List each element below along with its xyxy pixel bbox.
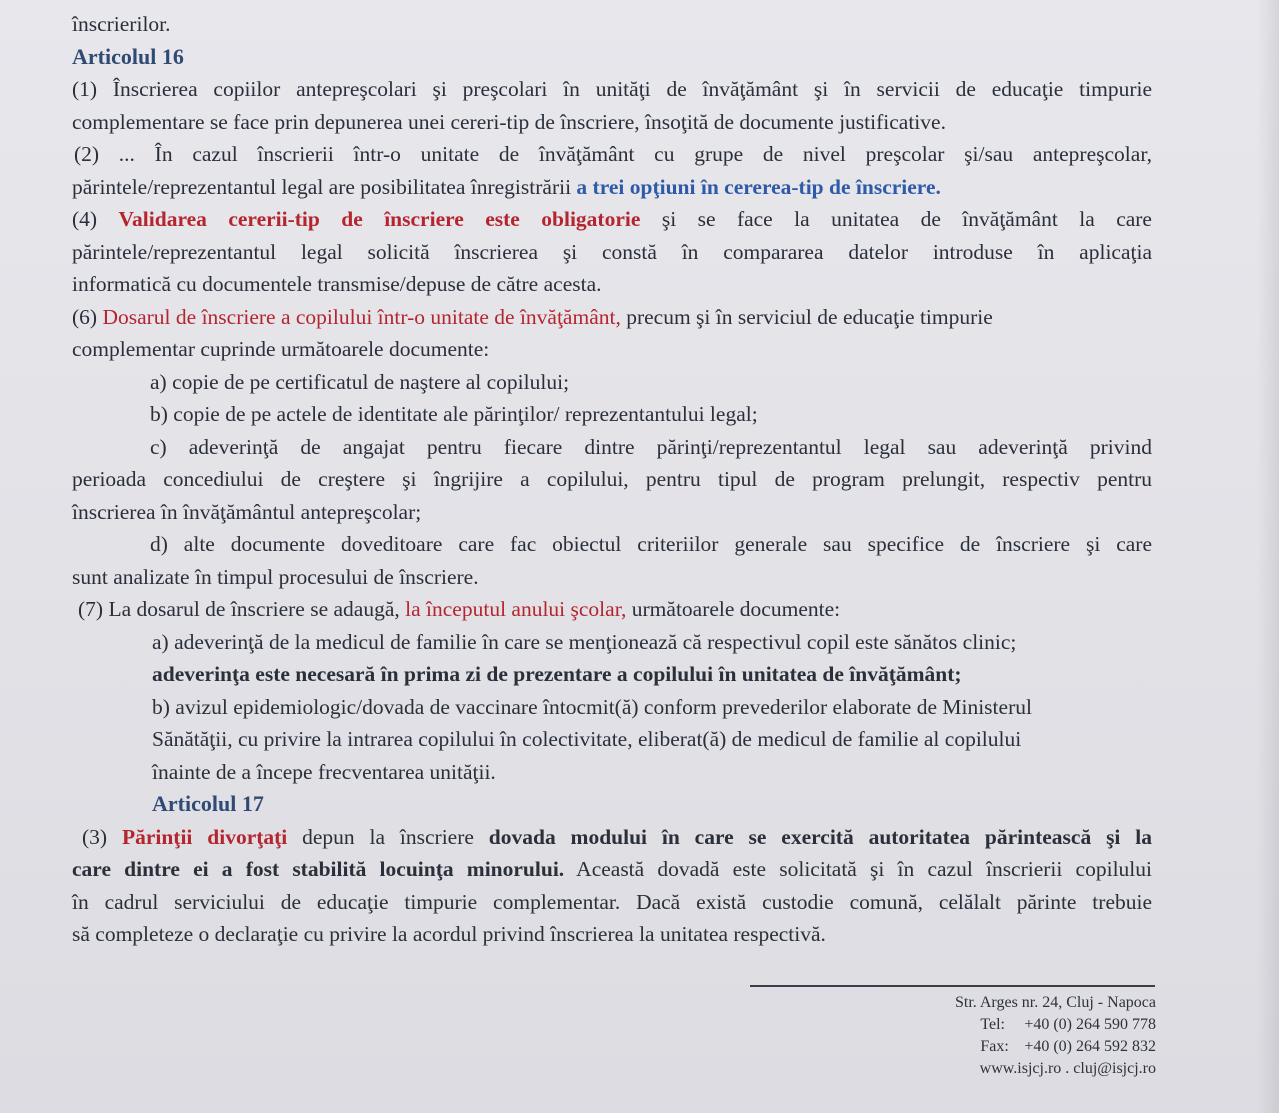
text-span: depun la înscriere xyxy=(287,824,489,849)
paragraph-4-line: părintele/reprezentantul legal solicită înscrierea şi constă în compararea datelor introduse în aplicaţia xyxy=(72,239,1152,264)
text-span: (3) xyxy=(82,824,122,849)
text-span: următoarele documente: xyxy=(626,597,841,621)
list-item-b-cont: Sănătăţii, cu privire la intrarea copilului în colectivitate, eliberat(ă) de medicul de familie al copilului xyxy=(152,727,1022,751)
list-item-c-cont: perioada concediului de creştere şi îngrijire a copilului, pentru tipul de program prelungit, respectiv pentru xyxy=(72,467,1152,491)
highlight-validation: Validarea cererii-tip de înscriere este obligatorie xyxy=(118,207,641,231)
text-span: părintele/reprezentantul legal are posibilitatea înregistrării xyxy=(72,174,577,199)
highlight-three-options: a trei opţiuni în cererea-tip de înscriere. xyxy=(576,174,941,199)
paragraph-3-line: în cadrul serviciului de educaţie timpurie complementar. Dacă există custodie comună, celălalt părinte trebuie xyxy=(72,889,1152,914)
text-span: Această dovadă este solicitată şi în cazul înscrierii copilului xyxy=(564,857,1152,881)
paragraph-1-line: (1) Înscrierea copiilor antepreşcolari şi preşcolari în unităţi de învăţământ şi în servicii de educaţie timpurie xyxy=(72,77,1152,101)
highlight-divorced-parents: Părinţii divorţaţi xyxy=(121,824,288,849)
list-item-a: a) copie de pe certificatul de naştere al copilului; xyxy=(150,369,570,394)
fax-number: +40 (0) 264 592 832 xyxy=(1024,1038,1156,1055)
paragraph-6-line: complementar cuprinde următoarele documente: xyxy=(72,337,490,361)
paragraph-6-line xyxy=(72,301,1152,334)
paragraph-1-line: complementare se face prin depunerea unei cereri-tip de înscriere, însoţită de documente justificative. xyxy=(72,109,946,134)
paragraph-3-line: să completeze o declaraţie cu privire la acordul privind înscrierea la unitatea respectivă. xyxy=(72,922,826,946)
highlight-school-year-start: la începutul anului şcolar, xyxy=(405,597,627,621)
list-item-a: a) adeverinţă de la medicul de familie în care se menţionează că respectivul copil este sănătos clinic; xyxy=(152,629,1017,654)
highlight-dossier: Dosarul de înscriere a copilului într-o unitate de învăţământ, xyxy=(102,304,621,329)
page-edge-shadow xyxy=(1257,0,1279,1113)
article-16-heading: Articolul 16 xyxy=(72,43,184,69)
text-line: înscrierilor. xyxy=(72,12,171,36)
paragraph-4-line: informatică cu documentele transmise/depuse de către acesta. xyxy=(72,272,602,296)
list-item-b: b) copie de pe actele de identitate ale părinţilor/ reprezentantului legal; xyxy=(150,402,758,426)
text-span: precum şi în serviciul de educaţie timpurie xyxy=(620,304,993,329)
list-item-b: b) avizul epidemiologic/dovada de vaccinare întocmit(ă) conform prevederilor elaborate de Ministerul xyxy=(152,694,1032,719)
regulation-text xyxy=(72,8,1152,951)
paragraph-4-line xyxy=(72,203,1152,236)
list-item-d-cont: sunt analizate în timpul procesului de înscriere. xyxy=(72,564,479,589)
text-span: (7) La dosarul de înscriere se adaugă, xyxy=(78,597,406,621)
paragraph-7-line xyxy=(72,593,1152,626)
footer-tel xyxy=(900,1014,1156,1036)
fax-label: Fax: xyxy=(980,1038,1009,1055)
text-span: şi se face la unitatea de învăţământ la care xyxy=(640,207,1152,231)
footer-fax xyxy=(900,1036,1156,1058)
paragraph-2-line xyxy=(72,171,1152,204)
list-item-b-cont: înainte de a începe frecventarea unităţii. xyxy=(152,759,496,784)
list-item-a-bold: adeverinţa este necesară în prima zi de prezentare a copilului în unitatea de învăţământ; xyxy=(152,662,962,686)
bold-text: care dintre ei a fost stabilită locuinţa minorului. xyxy=(72,857,565,881)
bold-text: dovada modului în care se exercită autoritatea părintească şi la xyxy=(488,824,1152,849)
footer-contact xyxy=(900,992,1156,1080)
list-item-c: c) adeverinţă de angajat pentru fiecare dintre părinţi/reprezentantul legal sau adeverinţă privind xyxy=(150,434,1152,459)
footer-divider xyxy=(750,985,1155,987)
list-item-d: d) alte documente doveditoare care fac obiectul criteriilor generale sau specifice de înscriere şi care xyxy=(150,532,1152,556)
footer-web: www.isjcj.ro . cluj@isjcj.ro xyxy=(979,1060,1156,1077)
article-17-heading: Articolul 17 xyxy=(152,791,264,816)
paragraph-3-line xyxy=(72,853,1152,886)
text-span: (6) xyxy=(72,304,103,329)
text-span: (4) xyxy=(72,207,119,231)
paragraph-3-line xyxy=(72,821,1152,854)
list-item-c-cont: înscrierea în învăţământul antepreşcolar; xyxy=(72,499,422,524)
tel-number: +40 (0) 264 590 778 xyxy=(1024,1016,1156,1033)
tel-label: Tel: xyxy=(980,1016,1005,1033)
paragraph-2-line: (2) ... În cazul înscrierii într-o unitate de învăţământ cu grupe de nivel preşcolar şi/sau antepreşcolar, xyxy=(74,142,1152,166)
footer-address: Str. Arges nr. 24, Cluj - Napoca xyxy=(954,994,1156,1011)
